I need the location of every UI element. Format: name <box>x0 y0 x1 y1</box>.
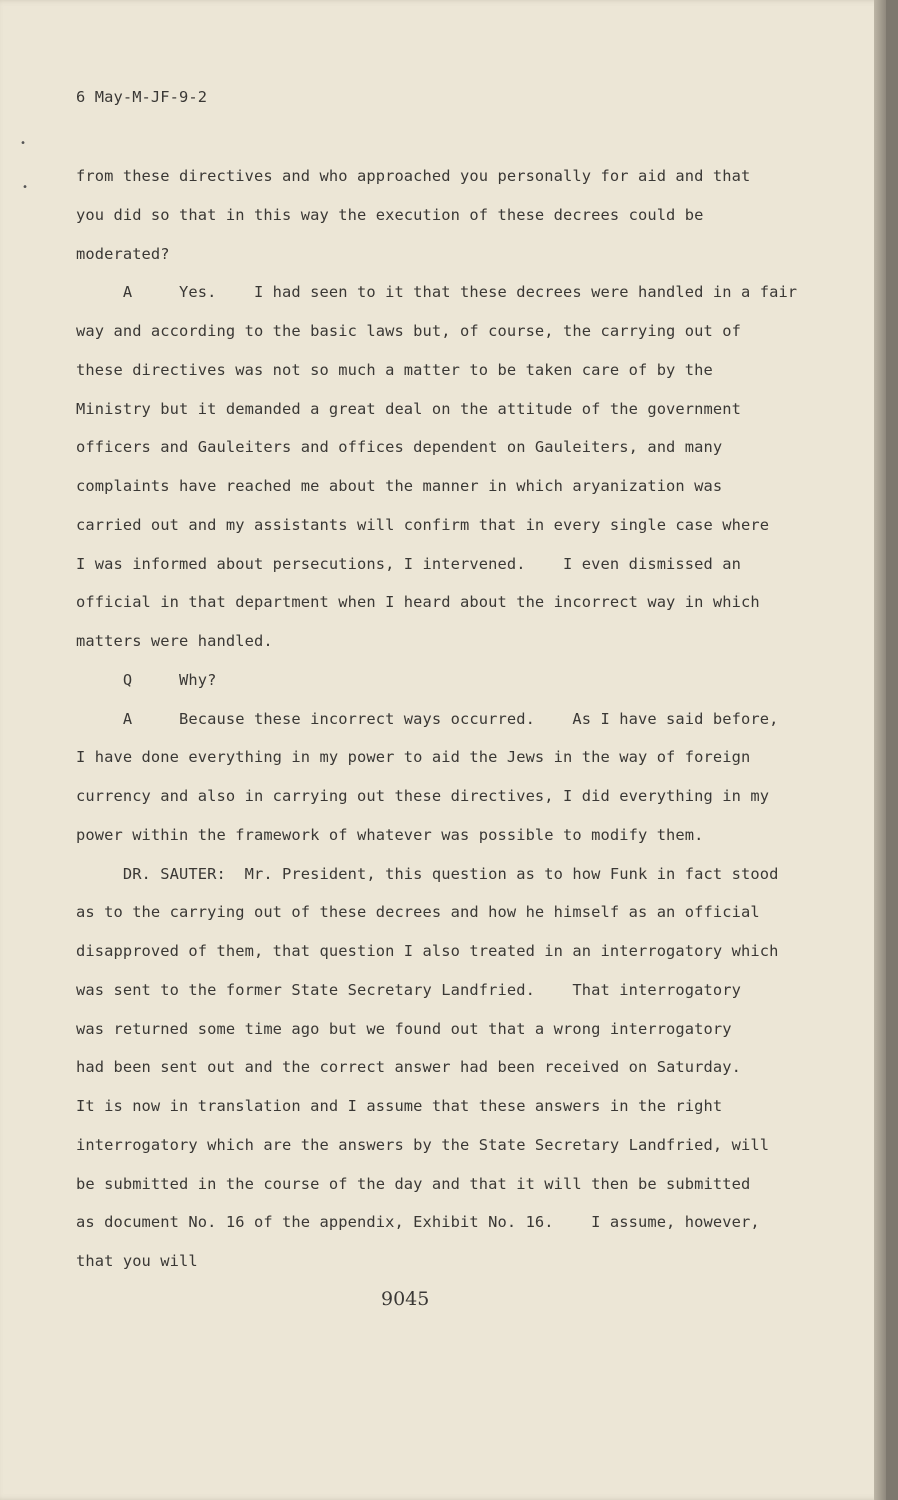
page-header: 6 May-M-JF-9-2 <box>76 88 208 106</box>
text-line: It is now in translation and I assume that these answers in the right <box>76 1097 723 1115</box>
margin-mark: • <box>20 138 27 149</box>
text-line: power within the framework of whatever was possible to modify them. <box>76 825 704 844</box>
text-line: currency and also in carrying out these directives, I did everything in my <box>76 787 770 805</box>
text-line: matters were handled. <box>76 632 273 650</box>
text-line: A Yes. I had seen to it that these decrees were handled in a fair <box>76 283 798 302</box>
text-line: be submitted in the course of the day and that it will then be submitted <box>76 1174 751 1193</box>
text-line: A Because these incorrect ways occurred. As I have said before, <box>76 709 779 728</box>
text-line: moderated? <box>76 244 170 263</box>
text-line: complaints have reached me about the manner in which aryanization was <box>76 477 723 495</box>
text-line: official in that department when I heard about the incorrect way in which <box>76 593 760 612</box>
text-line: I have done everything in my power to aid the Jews in the way of foreign <box>76 748 751 767</box>
text-line: carried out and my assistants will confirm that in every single case where <box>76 515 770 534</box>
text-line: these directives was not so much a matter to be taken care of by the <box>76 360 713 379</box>
text-line: as to the carrying out of these decrees and how he himself as an official <box>76 903 760 922</box>
text-line: was returned some time ago but we found out that a wrong interrogatory <box>76 1019 732 1038</box>
text-line: way and according to the basic laws but, of course, the carrying out of <box>76 322 741 340</box>
text-line: interrogatory which are the answers by the State Secretary Landfried, will <box>76 1135 770 1154</box>
text-line: as document No. 16 of the appendix, Exhibit No. 16. I assume, however, <box>76 1213 760 1232</box>
text-line: Ministry but it demanded a great deal on the attitude of the government <box>76 399 741 418</box>
text-line: had been sent out and the correct answer had been received on Saturday. <box>76 1058 741 1077</box>
text-line: that you will <box>76 1252 198 1270</box>
page-edge <box>874 0 886 1500</box>
text-line: from these directives and who approached you personally for aid and that <box>76 167 751 185</box>
text-line: officers and Gauleiters and offices dependent on Gauleiters, and many <box>76 438 723 457</box>
page-number: 9045 <box>381 1288 430 1310</box>
text-line: disapproved of them, that question I also treated in an interrogatory which <box>76 942 779 960</box>
text-line: DR. SAUTER: Mr. President, this question as to how Funk in fact stood <box>76 864 779 883</box>
text-line: was sent to the former State Secretary Landfried. That interrogatory <box>76 980 741 999</box>
text-line: I was informed about persecutions, I intervened. I even dismissed an <box>76 554 741 573</box>
text-line: Q Why? <box>76 670 217 689</box>
text-line: you did so that in this way the execution of these decrees could be <box>76 205 704 224</box>
margin-mark: • <box>22 182 29 193</box>
